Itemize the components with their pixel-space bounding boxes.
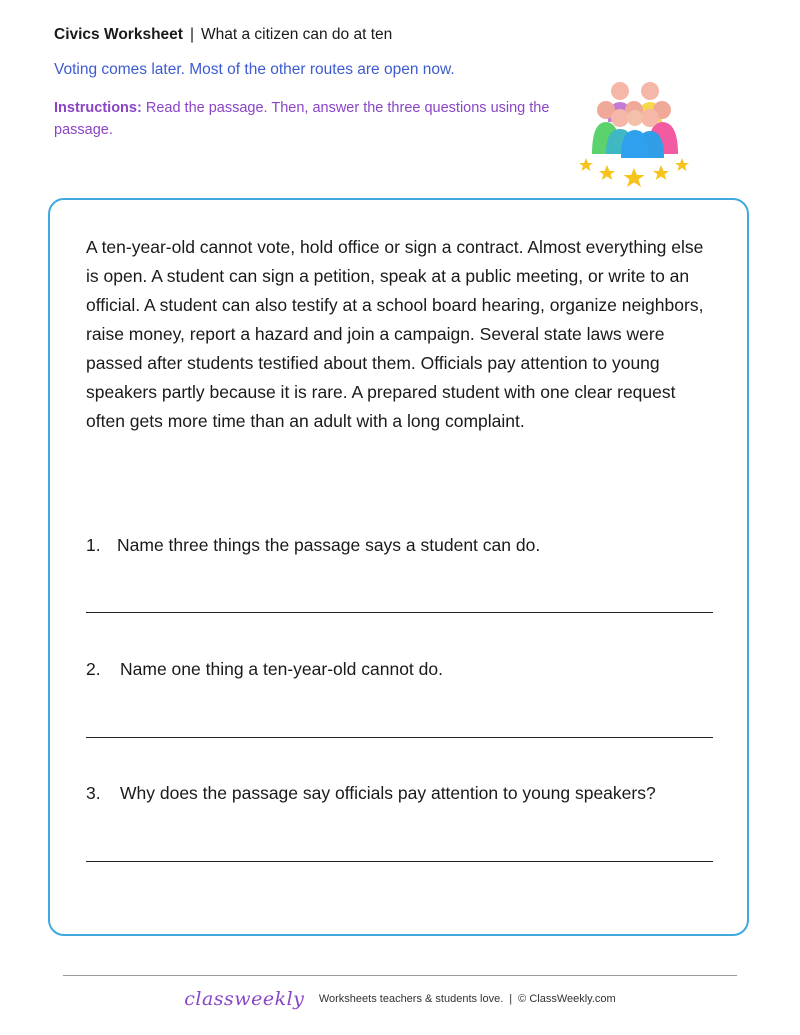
question-text: Name three things the passage says a student can do. — [117, 535, 541, 555]
question-text: Why does the passage say officials pay attention to young speakers? — [120, 783, 656, 803]
question-2 — [86, 659, 443, 680]
question-number: 1. — [86, 535, 101, 555]
question-1 — [86, 535, 540, 556]
instructions-text: Read the passage. Then, answer the three questions using the passage. — [54, 100, 550, 138]
reading-passage: A ten-year-old cannot vote, hold office or sign a contract. Almost everything else is open. A student can sign a petition, speak at a public meeting, or write to an official. A student can also testify at a school board hearing, organize neighbors, raise money, report a hazard and join a campaign. Several state laws were passed after students testified about them. Officials pay attention to young speakers partly because it is rare. A prepared student with one clear request often gets more time than an adult with a long complaint. — [86, 237, 704, 431]
question-number: 2. — [86, 659, 101, 679]
answer-line-3[interactable] — [86, 861, 713, 862]
instructions — [54, 97, 564, 141]
worksheet-title: Civics Worksheet — [54, 26, 183, 43]
question-3 — [86, 783, 656, 804]
footer-divider — [63, 975, 737, 976]
brand-logo: classweekly — [184, 988, 305, 1010]
footer — [0, 988, 800, 1010]
instructions-label: Instructions: — [54, 100, 142, 116]
header-separator: | — [189, 26, 194, 43]
worksheet-topic: What a citizen can do at ten — [200, 26, 393, 43]
answer-line-1[interactable] — [86, 612, 713, 613]
question-number: 3. — [86, 783, 101, 803]
answer-line-2[interactable] — [86, 737, 713, 738]
worksheet-header — [54, 26, 392, 44]
worksheet-subtitle: Voting comes later. Most of the other routes are open now. — [54, 61, 455, 78]
tagline-text: Worksheets teachers & students love. — [318, 993, 504, 1005]
question-text: Name one thing a ten-year-old cannot do. — [120, 659, 443, 679]
footer-tagline — [319, 993, 616, 1005]
group-of-people-with-stars-icon — [575, 78, 695, 198]
copyright-text: © ClassWeekly.com — [518, 993, 616, 1005]
footer-separator: | — [509, 993, 513, 1005]
